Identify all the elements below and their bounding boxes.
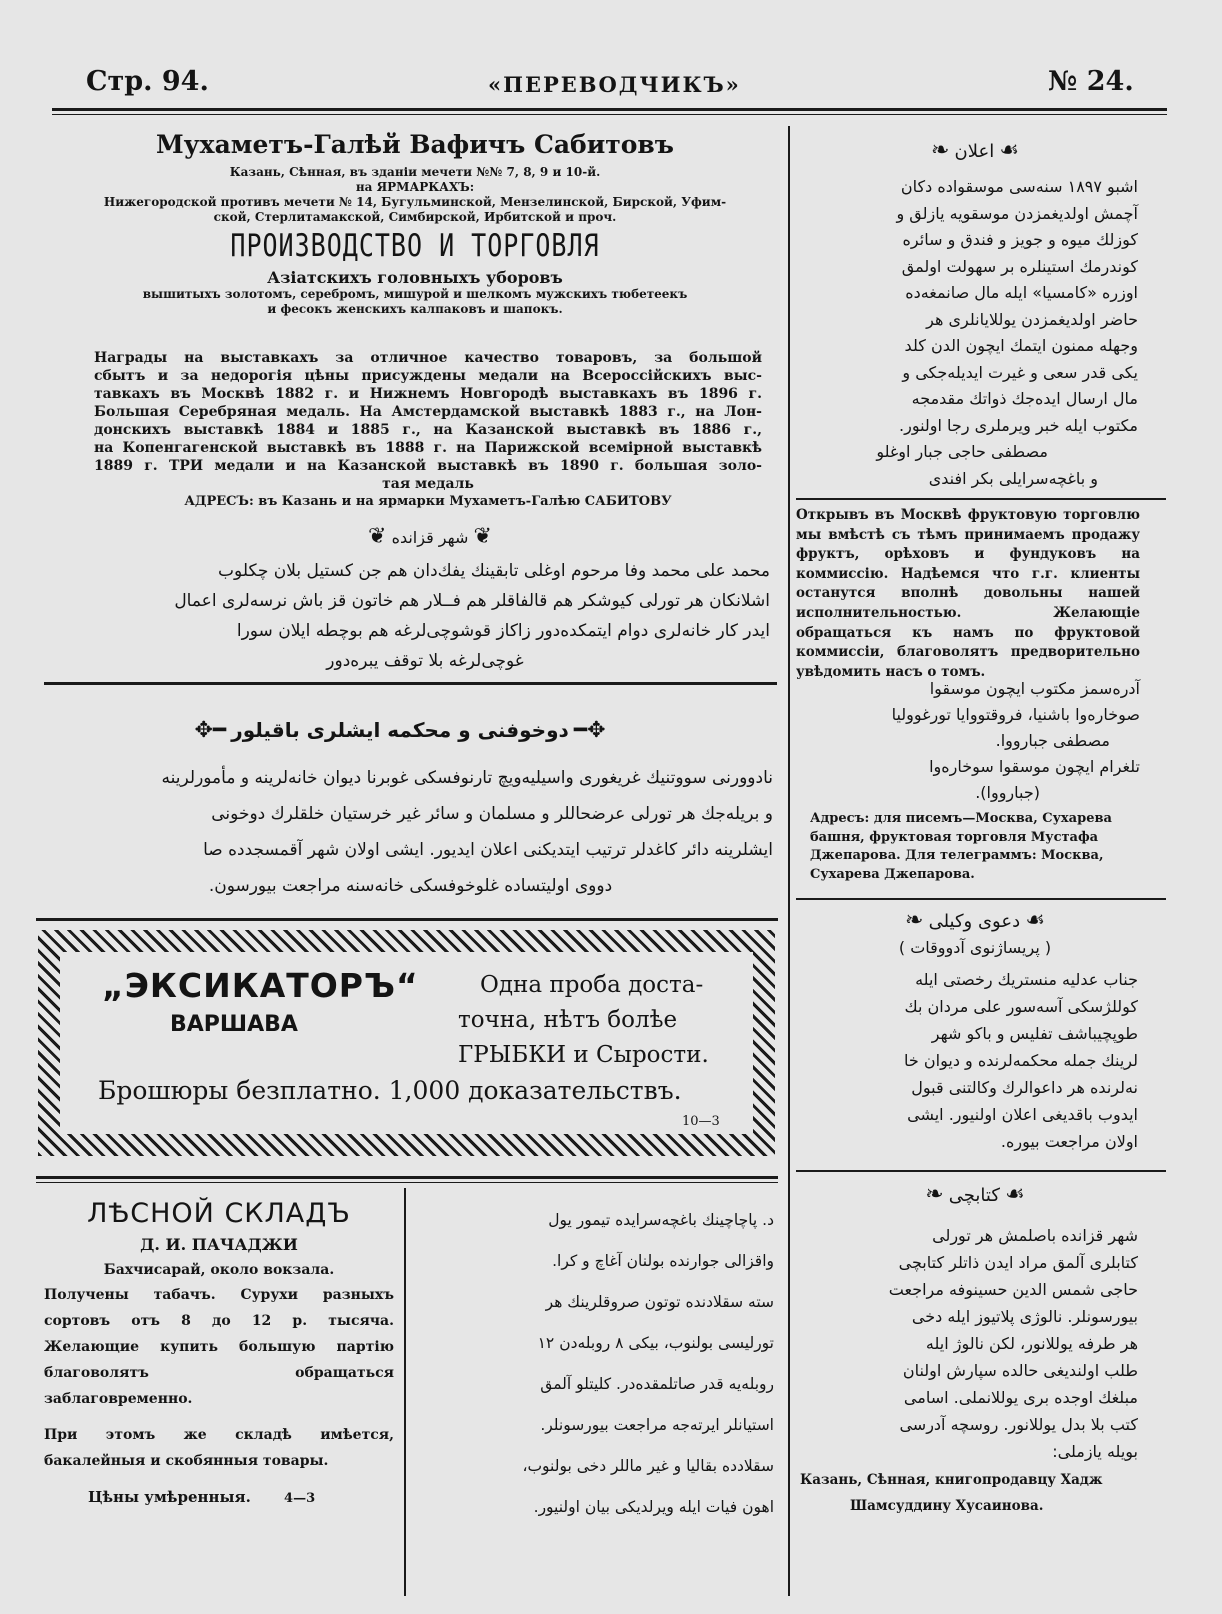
lesnoy-divider xyxy=(404,1188,406,1596)
dokhovny-line: نادوورنی سووتنیك غریغوری واسیلیه‌ویچ تارنوفسكی غوبرنا دیوان خانه‌لرینه و مأمورلرینه xyxy=(161,768,773,788)
ornament-right-icon: ☙ xyxy=(1025,908,1045,933)
ilan-line: اوزره «كامسیا» ایله مال صانمغه‌ده xyxy=(905,283,1138,302)
arabic-line: اشلانكان هر تورلی كیوشكر هم قالفاقلر هم فــلار هم خاتون قز باش نرسه‌لری اعمال xyxy=(174,591,770,611)
arabic-line: ایدر كار خانه‌لری دوام ایتمكده‌دور زاكاز قوشوچی‌لرغه هم بوچطه ایلان سورا xyxy=(236,621,770,641)
ilan-line: كوزلك میوه و جویز و فندق و سائره xyxy=(902,230,1138,249)
ilan-line: اشبو ۱۸۹۷ سنه‌سی موسقواده دكان xyxy=(900,177,1138,196)
sabitov-arabic-block xyxy=(80,556,770,676)
ornament-right-icon: ☙ xyxy=(999,138,1020,163)
awards-line: тавкахъ въ Москвѣ 1882 г. и Нижнемъ Новгородѣ выставкахъ въ 1896 г. xyxy=(94,386,762,402)
ilan-line: مال ارسال ایده‌جك ذواتك مقدمجه xyxy=(911,389,1138,408)
awards-line: Награды на выставкахъ за отличное качество товаровъ, за большой xyxy=(94,350,762,366)
kitabchi-title-text: كتابچی xyxy=(948,1185,1000,1206)
kitabchi-title xyxy=(800,1182,1150,1207)
kitabchi-line: بیورسونلر. نالوژی پلاتیوز ایله دخی xyxy=(911,1307,1138,1326)
davi-title xyxy=(800,908,1150,933)
ornament-left-icon: ❧ xyxy=(925,1182,944,1207)
fruit-ar-line: صوخاره‌وا باشنیا، فروقتووایا تورغوولیا xyxy=(891,705,1140,724)
eksikator-ad-frame xyxy=(38,930,775,1156)
rule-after-sabitov xyxy=(44,682,777,685)
sabitov-name: Мухаметъ-Галѣй Вафичъ Сабитовъ xyxy=(156,130,674,159)
kitabchi-line: طلب اولندیغی حالده سپارش اولنان xyxy=(902,1361,1138,1380)
sabitov-ad xyxy=(60,126,770,317)
ilan-title xyxy=(800,138,1150,163)
eksikator-ad-inner xyxy=(60,952,753,1134)
eksikator-code: 10—3 xyxy=(682,1114,720,1129)
eksikator-city: ВАРШАВА xyxy=(170,1012,298,1037)
awards-line: на Копенгагенской выставкѣ въ 1888 г. на Парижской всемірной выставкѣ xyxy=(94,440,762,456)
fruit-address: Адресъ: для писемъ—Москва, Сухарева башня, фруктовая торговля Мустафа Джепарова. Для телеграммъ: Москва, Сухарева Джепарова. xyxy=(810,811,1112,882)
davi-line: كوللژسكی آسه‌سور علی مردان بك xyxy=(904,997,1138,1016)
sabitov-sub-1: Азіатскихъ головныхъ уборовъ xyxy=(267,268,563,287)
ilan-line: آچمش اولدیغمزدن موسقویه یازلق و xyxy=(896,203,1138,223)
ilan-line: كوندرمك استینلره بر سهولت اولمق xyxy=(901,256,1138,276)
eksikator-name: „ЭКСИКАТОРЪ“ xyxy=(102,966,419,1005)
dokhovny-title-text: دوخوفنی و محكمه ایشلری باقیلور xyxy=(231,718,569,742)
header-rule-top xyxy=(52,108,1167,111)
lesnoy-owner: Д. И. ПАЧАДЖИ xyxy=(140,1235,298,1254)
ilan-title-text: اعلان xyxy=(954,141,995,162)
dokhovny-line: و بریله‌جك هر تورلی عرضحاللر و مسلمان و سائر غیر خرستیان خلقلرك دوخونی xyxy=(211,804,773,824)
kitabchi-line: كتب بلا بدل یوللانور. روسچه آدرسی xyxy=(899,1415,1138,1434)
arabic-line: غوچی‌لرغه بلا توقف یبره‌دور xyxy=(326,651,524,671)
awards-line: сбытъ и за недорогія цѣны присуждены медали на Всероссійскихъ выс- xyxy=(94,368,762,384)
lesnoy-body: Получены табачъ. Сурухи разныхъ сортовъ отъ 8 до 12 р. тысяча. Желающие купить большую партію благоволятъ обращаться заблаговременно. xyxy=(44,1287,394,1407)
sabitov-fairs-2: ской, Стерлитамакской, Симбирской, Ирбитской и проч. xyxy=(213,210,617,224)
davi-line: نه‌لرنده هر داعوالرك وكالتنی قبول xyxy=(911,1078,1138,1097)
kitabchi-address-2: Шамсуддину Хусаинова. xyxy=(850,1498,1044,1514)
shahr-qazanda-text: شهر قزانده xyxy=(391,528,469,547)
page-number: Стр. 94. xyxy=(86,66,209,97)
lesnoy-footer xyxy=(48,1488,388,1506)
kitabchi-line: مبلغك اوجده بری یوللانملی. اسامی xyxy=(903,1388,1138,1407)
ilan-signature-1: مصطفی حاجی جبار اوغلو xyxy=(876,442,1048,461)
rule-right-1 xyxy=(796,498,1166,500)
ilan-line: یكی قدر سعی و غیرت ایدیله‌جكی و xyxy=(902,362,1138,382)
kitabchi-line: بویله یازملی: xyxy=(1052,1442,1138,1461)
sabitov-fairs-label: на ЯРМАРКАХЪ: xyxy=(355,180,475,194)
pachadzhi-line: روبله‌یه قدر صاتلمقده‌در. كلیتلو آلمق xyxy=(540,1375,774,1393)
davi-line: اولان مراجعت بیوره. xyxy=(1000,1132,1138,1151)
lesnoy-ad xyxy=(44,1198,394,1506)
ilan-line: وجهله ممنون ایتمك ایچون الدن كلد xyxy=(904,336,1138,355)
lesnoy-prices: Цѣны умѣренныя. xyxy=(88,1488,251,1506)
awards-line: 1889 г. ТРИ медали и на Казанской выставкѣ въ 1890 г. большая золо- xyxy=(94,458,762,474)
kitabchi-line: شهر قزانده باصلمش هر تورلی xyxy=(932,1226,1138,1245)
kitabchi-body xyxy=(798,1222,1138,1465)
pachadzhi-line: استیانلر ایرته‌جه مراجعت بیورسونلر. xyxy=(540,1416,774,1434)
pachadzhi-line: واقزالی جوارنده بولنان آغاچ و كرا. xyxy=(552,1252,774,1270)
eksikator-slogan-2: точна, нѣтъ болѣе xyxy=(458,1007,678,1033)
header-rule-bottom xyxy=(52,114,1167,115)
dokhovny-line: دووی اولیتساده غلوخوفسكی خانه‌سنه مراجعت بیورسون. xyxy=(208,876,613,896)
eksikator-brochures: Брошюры безплатно. 1,000 доказательствъ. xyxy=(98,1076,682,1105)
davi-body xyxy=(798,966,1138,1155)
kitabchi-line: حاجی شمس الدین حسینوفه مراجعت xyxy=(888,1280,1138,1299)
fruit-ar-line: آدره‌سمز مكتوب ایچون موسقوا xyxy=(929,679,1140,698)
davi-title-text: دعوی وكیلی xyxy=(928,911,1021,932)
lesnoy-title: ЛѢСНОЙ СКЛАДЪ xyxy=(87,1198,351,1229)
ornament-right-icon: ❦ xyxy=(473,524,492,549)
issue-number: № 24. xyxy=(1048,66,1134,97)
lesnoy-body-2: При этомъ же складѣ имѣется, бакалейныя и скобянныя товары. xyxy=(44,1427,394,1469)
rule-right-2 xyxy=(796,898,1166,900)
eksikator-slogan-1: Одна проба доста- xyxy=(480,972,704,998)
sabitov-sub-3: и фесокъ женскихъ калпаковъ и шапокъ. xyxy=(267,302,563,316)
awards-line: Большая Серебряная медаль. На Амстердамской выставкѣ 1883 г., на Лон- xyxy=(94,404,762,420)
dokhovny-line: ایشلرینه دائر كاغدلر ترتیب ایتدیكنی اعلان ایدیور. ایشی اولان شهر آقمسجدده صا xyxy=(203,840,773,860)
fruit-ar-line: تلغرام ایچون موسقوا سوخاره‌وا xyxy=(929,757,1140,776)
lesnoy-location: Бахчисарай, около вокзала. xyxy=(103,1262,335,1278)
ornament-right-icon: ☙ xyxy=(1005,1182,1025,1207)
kitabchi-address-1: Казань, Сѣнная, книгопродавцу Хадж xyxy=(800,1472,1103,1488)
pachadzhi-line: اهون فیات ایله ویرلدیكی بیان اولنیور. xyxy=(533,1498,774,1516)
sabitov-heading: ПРОИЗВОДСТВО И ТОРГОВЛЯ xyxy=(230,227,600,264)
rule-after-eksikator xyxy=(36,1176,778,1179)
rule-right-3 xyxy=(796,1170,1166,1172)
pachadzhi-line: تورلیسی بولنوب، بیكی ۸ روبله‌دن ۱۲ xyxy=(537,1334,774,1352)
fruit-ru-body: Открывъ въ Москвѣ фруктовую торговлю мы вмѣстѣ съ тѣмъ принимаемъ продажу фруктъ, орѣховъ и фундуковъ на коммиссію. Надѣемся что г.г. клиенты останутся вполнѣ довольны нашей исполнительностью. Желающіе обращаться къ намъ по фруктовой коммиссіи, благоволятъ предворительно увѣдомить насъ о томъ. xyxy=(796,507,1140,680)
kitabchi-line: هر طرفه یوللانور، لكن نالوژ ایله xyxy=(925,1334,1138,1353)
right-column-divider xyxy=(788,126,790,1596)
ornament-left-icon: ❧ xyxy=(930,138,950,163)
pachadzhi-line: د. پاچاچینك باغچه‌سرایده تیمور یول xyxy=(548,1211,774,1229)
rule-before-eksikator xyxy=(36,918,778,921)
pachadzhi-line: سقلادده بقالیا و غیر ماللر دخی بولنوب، xyxy=(522,1457,774,1475)
arabic-line: محمد علی محمد وفا مرحوم اوغلی تابقینك یفك‌دان هم جن كستیل بلان چكلوب xyxy=(218,561,770,581)
fruit-ar-line: (جباروو‌ا). xyxy=(975,783,1040,802)
ornament-left-icon: ✥━ xyxy=(194,718,227,743)
sabitov-fairs-1: Нижегородской противъ мечети № 14, Бугульминской, Мензелинской, Бирской, Уфим- xyxy=(103,195,727,209)
sabitov-address-line: Казань, Сѣнная, въ зданіи мечети №№ 7, 8, 9 и 10-й. xyxy=(229,165,601,179)
ornament-left-icon: ❦ xyxy=(368,524,387,549)
shahr-qazanda-title xyxy=(330,524,530,549)
ornament-right-icon: ━✥ xyxy=(573,718,606,743)
lesnoy-code: 4—3 xyxy=(284,1491,316,1506)
rule-after-eksikator-thin xyxy=(36,1182,778,1183)
newspaper-title: «ПЕРЕВОДЧИКЪ» xyxy=(488,72,741,97)
awards-address: АДРЕСЪ: въ Казань и на ярмарки Мухаметъ-Галѣю САБИТОВУ xyxy=(184,494,672,509)
davi-line: ایدوب باقدیغی اعلان اولنیور. ایشی xyxy=(907,1105,1138,1124)
pachadzhi-line: سته سقلادنده توتون صروقلرینك هر xyxy=(545,1293,774,1311)
ilan-signature-2: و باغچه‌سرایلی بكر افندی xyxy=(928,468,1098,488)
awards-end: тая медаль xyxy=(382,476,474,492)
ilan-line: مكتوب ایله خبر ویرملری رجا اولنور. xyxy=(899,415,1138,435)
pachadzhi-arabic-ad xyxy=(414,1200,774,1528)
fruit-ar-body xyxy=(796,676,1140,806)
davi-subtitle: ( پریساژنوی آدووقات ) xyxy=(898,938,1052,957)
sabitov-sub-2: вышитыхъ золотомъ, серебромъ, мишурой и шелкомъ мужскихъ тюбетеекъ xyxy=(142,287,688,301)
kitabchi-line: كتابلری آلمق مراد ایدن ذاتلر كتابچی xyxy=(898,1253,1138,1272)
awards-line: донскихъ выставкѣ 1884 и 1885 г., на Казанской выставкѣ въ 1886 г., xyxy=(94,422,762,438)
dokhovny-title xyxy=(140,718,660,743)
davi-line: جناب عدلیه منستریك رخصتی ایله xyxy=(915,970,1138,989)
ornament-left-icon: ❧ xyxy=(905,908,924,933)
ilan-body xyxy=(798,174,1138,492)
dokhovny-body xyxy=(48,760,773,904)
fruit-ar-line: مصطفی جباروو‌ا. xyxy=(995,731,1110,750)
eksikator-slogan-3: ГРЫБКИ и Сырости. xyxy=(458,1042,709,1068)
sabitov-awards xyxy=(94,349,762,511)
davi-line: طوپچیباشف تفلیس و باكو شهر xyxy=(931,1024,1138,1043)
davi-line: لرینك جمله محكمه‌لرنده و دیوان خا xyxy=(904,1051,1138,1070)
ilan-line: حاضر اولدیغمزدن یوللایانلری هر xyxy=(926,309,1138,329)
